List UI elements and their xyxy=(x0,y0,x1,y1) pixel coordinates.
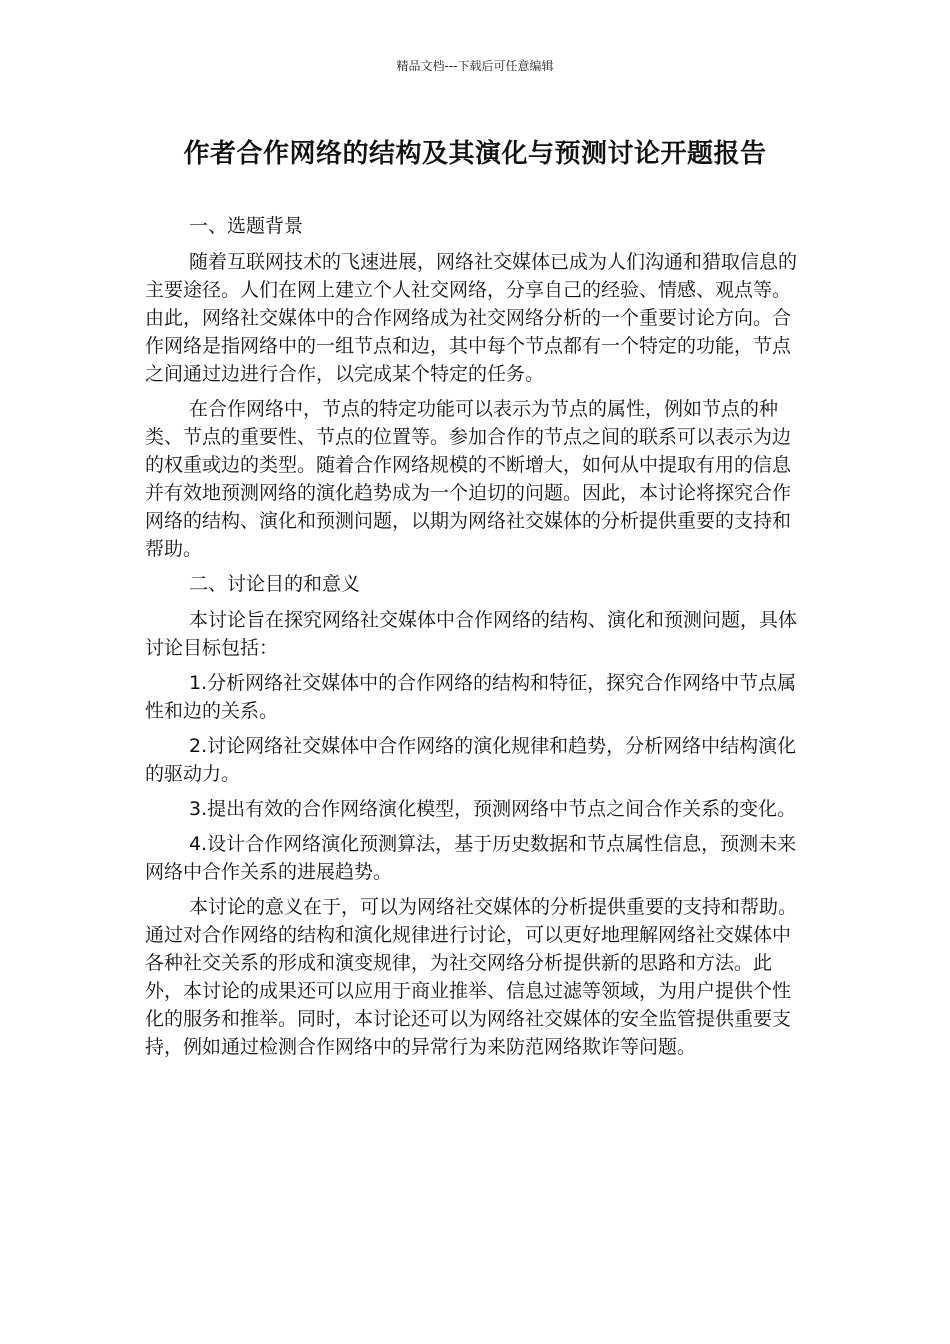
paragraph: 在合作网络中，节点的特定功能可以表示为节点的属性，例如节点的种类、节点的重要性、节点的位置等。参加合作的节点之间的联系可以表示为边的权重或边的类型。随着合作网络规模的不断增大，如何从中提取有用的信息并有效地预测网络的演化趋势成为一个迫切的问题。因此，本讨论将探究合作网络的结构、演化和预测问题，以期为网络社交媒体的分析提供重要的支持和帮助。 xyxy=(145,398,792,560)
paragraph: 本讨论旨在探究网络社交媒体中合作网络的结构、演化和预测问题，具体讨论目标包括： xyxy=(145,609,798,659)
list-item: 3.提出有效的合作网络演化模型，预测网络中节点之间合作关系的变化。 xyxy=(189,798,797,820)
paragraph: 本讨论的意义在于，可以为网络社交媒体的分析提供重要的支持和帮助。通过对合作网络的结构和演化规律进行讨论，可以更好地理解网络社交媒体中各种社交关系的形成和演变规律，为社交网络分析提供新的思路和方法。此外，本讨论的成果还可以应用于商业推举、信息过滤等领域，为用户提供个性化的服务和推举。同时，本讨论还可以为网络社交媒体的安全监管提供重要支持，例如通过检测合作网络中的异常行为来防范网络欺诈等问题。 xyxy=(145,896,798,1058)
section-heading-background: 一、选题背景 xyxy=(189,215,304,237)
list-item: 4.设计合作网络演化预测算法，基于历史数据和节点属性信息，预测未来网络中合作关系的进展趋势。 xyxy=(145,833,797,883)
section-heading-purpose: 二、讨论目的和意义 xyxy=(189,573,361,595)
list-item: 2.讨论网络社交媒体中合作网络的演化规律和趋势，分析网络中结构演化的驱动力。 xyxy=(145,735,797,785)
document-body xyxy=(145,212,800,1068)
header-note: 精品文档---下载后可任意编辑 xyxy=(396,59,554,73)
document-title: 作者合作网络的结构及其演化与预测讨论开题报告 xyxy=(183,139,767,169)
paragraph: 随着互联网技术的飞速进展，网络社交媒体已成为人们沟通和猎取信息的主要途径。人们在网上建立个人社交网络，分享自己的经验、情感、观点等。由此，网络社交媒体中的合作网络成为社交网络分析的一个重要讨论方向。合作网络是指网络中的一组节点和边，其中每个节点都有一个特定的功能，节点之间通过边进行合作，以完成某个特定的任务。 xyxy=(145,251,798,385)
list-item: 1.分析网络社交媒体中的合作网络的结构和特征，探究合作网络中节点属性和边的关系。 xyxy=(145,672,797,722)
